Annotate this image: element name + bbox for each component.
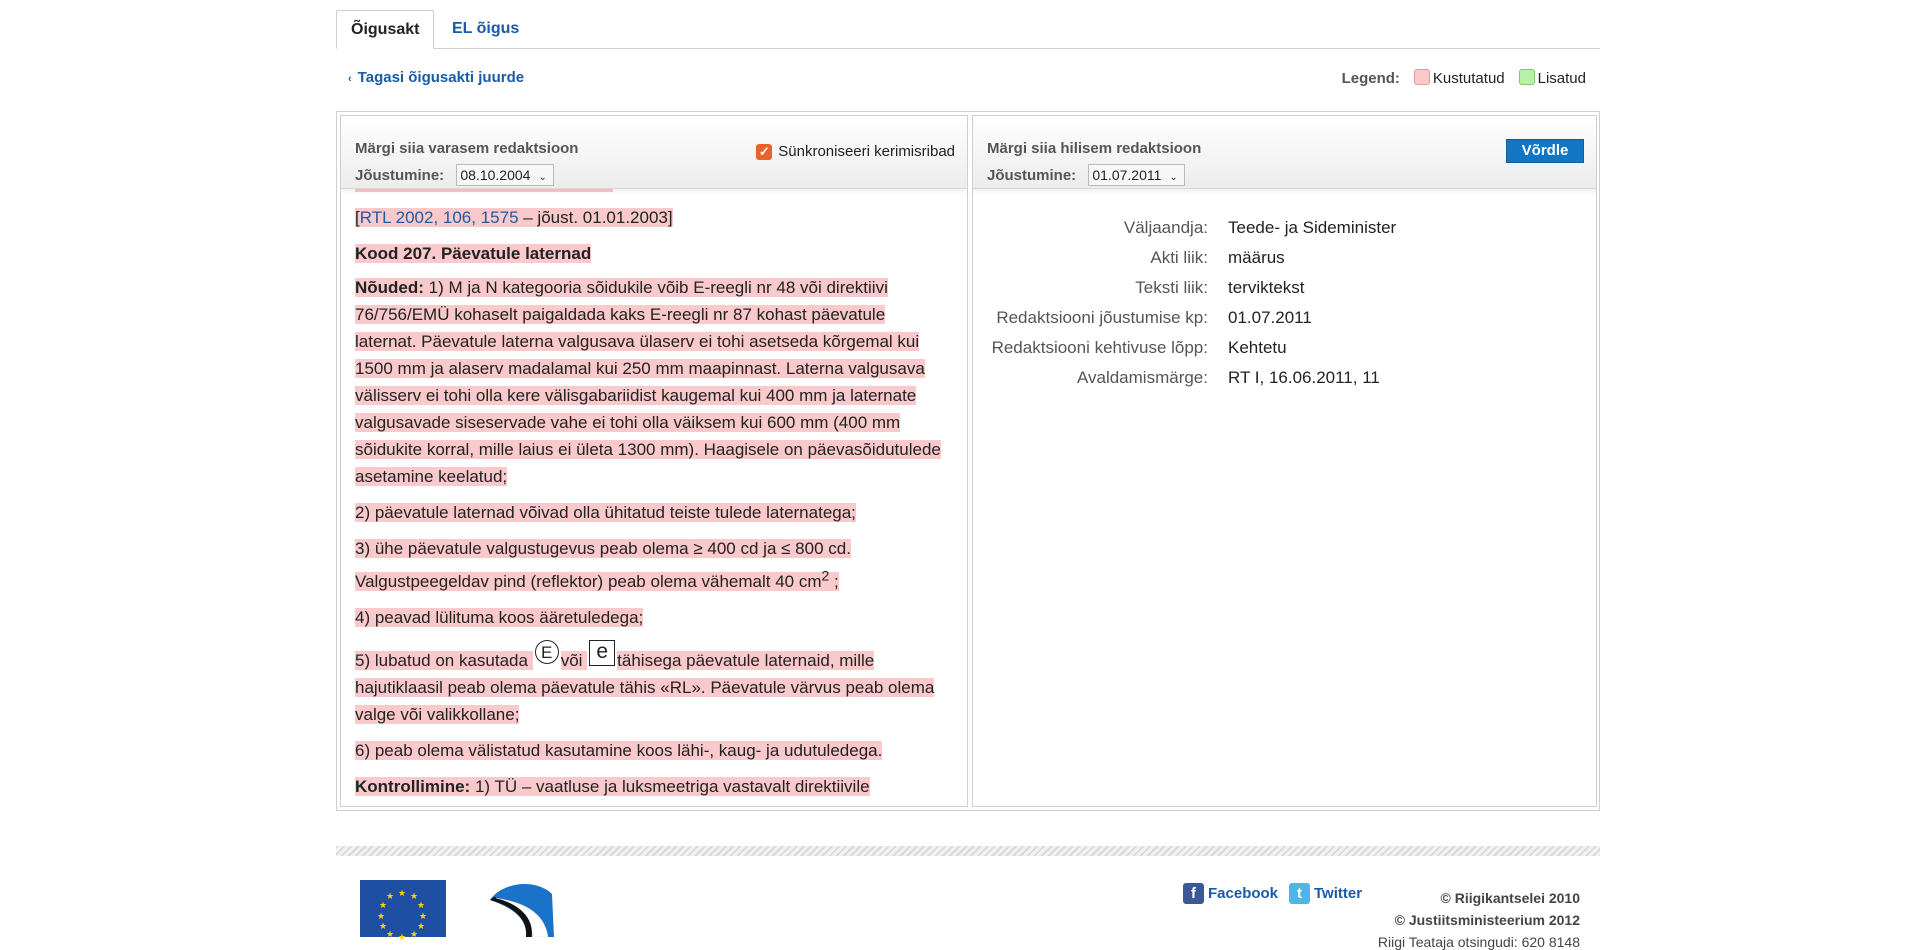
item-5-tail: tähisega päevatule laternaid, mille hajutiklaasil peab olema päevatule tähis «RL». Päevatule värvus peab olema valge või valikkollane; [355, 650, 935, 724]
added-swatch-icon [1519, 69, 1535, 85]
left-pane[interactable] [340, 115, 968, 807]
star-icon: ★ [379, 921, 388, 931]
right-pane-title: Märgi siia hilisem redaktsioon [987, 140, 1202, 157]
chevron-left-icon: ‹ [348, 73, 352, 85]
right-date-select[interactable] [1088, 164, 1184, 186]
control-text: 1) TÜ – vaatluse ja luksmeetriga vastavalt direktiivile [470, 776, 870, 796]
item-3-text: 3) ühe päevatule valgustugevus peab olema ≥ 400 cd ja ≤ 800 cd. Valgustpeegeldav pind (reflektor) peab olema vähemalt 40 cm [355, 539, 851, 591]
facebook-label: Facebook [1208, 885, 1279, 902]
back-link-label: Tagasi õigusakti juurde [357, 69, 525, 86]
deleted-swatch-icon [1414, 69, 1430, 85]
legend-added-label: Lisatud [1537, 70, 1586, 87]
compare-frame [336, 111, 1600, 811]
back-to-act-link[interactable] [348, 69, 524, 86]
facebook-link[interactable] [1183, 883, 1278, 904]
reference-line [355, 204, 945, 231]
meta-value: terviktekst [1228, 278, 1305, 297]
right-pane-header [973, 116, 1596, 189]
right-date-label: Jõustumine: [987, 167, 1077, 184]
item-6-text: 6) peab olema välistatud kasutamine koos lähi-, kaug- ja udutuledega. [355, 740, 883, 760]
meta-row [973, 308, 1573, 338]
twitter-link[interactable] [1289, 883, 1362, 904]
item-2 [355, 499, 945, 526]
meta-key: Teksti liik: [1135, 278, 1208, 297]
tab-bar [336, 10, 1600, 49]
tab-el-oigus[interactable]: EL õigus [452, 20, 520, 37]
meta-key: Redaktsiooni kehtivuse lõpp: [991, 338, 1208, 357]
right-date-row [987, 164, 1185, 186]
meta-row [973, 278, 1573, 308]
estonia-logo [484, 880, 558, 937]
e-mark-box-icon: e [589, 640, 615, 666]
item-3-tail: ; [829, 571, 839, 591]
requirements-label: Nõuded: [355, 278, 424, 297]
star-icon: ★ [417, 921, 426, 931]
ref-rest: – jõust. 01.01.2003] [518, 208, 673, 227]
meta-key: Väljaandja: [1123, 218, 1208, 237]
left-date-row [355, 164, 554, 186]
ref-link[interactable]: RTL 2002, 106, 1575 [359, 208, 519, 227]
item-3 [355, 535, 945, 595]
left-date-label: Jõustumine: [355, 167, 445, 184]
section-heading-text: Kood 207. Päevatule laternad [355, 244, 592, 263]
sync-label: Sünkroniseeri kerimisribad [778, 143, 955, 160]
left-pane-content [355, 204, 945, 807]
control-label: Kontrollimine: [355, 776, 471, 796]
item-4 [355, 604, 945, 631]
item-5-mid: või [560, 650, 588, 670]
meta-key: Avaldamismärge: [1076, 368, 1208, 387]
right-date-value: 01.07.2011 [1092, 167, 1162, 183]
star-icon: ★ [379, 900, 388, 910]
act-metadata [973, 218, 1573, 398]
legend [1342, 69, 1586, 87]
item-5-text: 5) lubatud on kasutada [355, 650, 533, 670]
ref-open: [ [355, 208, 360, 227]
left-date-select[interactable] [456, 164, 553, 186]
meta-value: RT I, 16.06.2011, 11 [1228, 368, 1380, 387]
star-icon: ★ [398, 888, 407, 898]
left-pane-header [341, 116, 967, 189]
footer-divider [336, 846, 1600, 856]
meta-value: Kehtetu [1228, 338, 1287, 357]
eu-flag-logo [360, 880, 446, 942]
twitter-label: Twitter [1314, 885, 1363, 902]
star-icon: ★ [419, 911, 428, 921]
meta-row [973, 248, 1573, 278]
star-icon: ★ [377, 911, 386, 921]
legend-added [1519, 69, 1586, 87]
legend-deleted-label: Kustutatud [1432, 70, 1505, 87]
control-paragraph [355, 773, 945, 800]
item-6 [355, 737, 945, 764]
meta-row [973, 338, 1573, 368]
meta-value: Teede- ja Sideminister [1228, 218, 1397, 237]
item-3-superscript: 2 [821, 567, 830, 583]
legend-deleted [1414, 69, 1505, 87]
item-4-text: 4) peavad lülituma koos ääretuledega; [355, 607, 644, 627]
meta-row [973, 368, 1573, 398]
star-icon: ★ [410, 891, 419, 901]
twitter-icon: t [1289, 883, 1310, 904]
copyright-riigikantselei: © Riigikantselei 2010 [1440, 890, 1580, 906]
left-date-value: 08.10.2004 [460, 167, 531, 183]
facebook-icon: f [1183, 883, 1204, 904]
star-icon: ★ [386, 891, 395, 901]
checkbox-checked-icon[interactable]: ✓ [756, 144, 772, 160]
star-icon: ★ [410, 929, 419, 939]
right-pane[interactable] [972, 115, 1597, 807]
meta-value: määrus [1228, 248, 1285, 267]
item-2-text: 2) päevatule laternad võivad olla ühitatud teiste tulede laternatega; [355, 503, 856, 522]
sync-scrollbars-toggle[interactable] [756, 143, 955, 160]
footer-contact: Riigi Teataja otsingudi: 620 8148 [1377, 934, 1580, 950]
requirements-paragraph [355, 274, 945, 490]
chevron-down-icon: ⌄ [538, 172, 547, 183]
item-5 [355, 640, 945, 728]
meta-row [973, 218, 1573, 248]
requirements-text: 1) M ja N kategooria sõidukile võib E-reegli nr 48 või direktiivi 76/756/EMÜ kohaselt paigaldada kaks E-reegli nr 87 kohast päevatule laternat. Päevatule laterna valgusava ülaserv ei tohi asetseda kõrgemal kui 1500 mm ja alaserv madalamal kui 250 mm maapinnast. Laterna valgusava välisserv ei tohi olla kere välisgabariidist kaugemal kui 400 mm ja laternate valgusavade siseservade vahe ei tohi olla väiksem kui 600 mm (400 mm sõidukite korral, mille laius ei ületa 1300 mm). Haagisele on päevasõidutulede asetamine keelatud; [355, 278, 941, 486]
compare-button[interactable]: Võrdle [1506, 139, 1584, 163]
meta-value: 01.07.2011 [1228, 308, 1312, 327]
legend-label: Legend: [1341, 69, 1400, 87]
e-mark-circle-icon: E [535, 640, 559, 664]
copyright-justiitsministeerium: © Justiitsministeerium 2012 [1394, 912, 1580, 928]
star-icon: ★ [386, 929, 395, 939]
star-icon: ★ [398, 932, 407, 942]
tab-oigusakt[interactable]: Õigusakt [336, 10, 434, 49]
chevron-down-icon: ⌄ [1169, 172, 1178, 183]
meta-key: Akti liik: [1150, 248, 1208, 267]
meta-key: Redaktsiooni jõustumise kp: [996, 308, 1208, 327]
section-heading [355, 240, 945, 267]
left-pane-title: Märgi siia varasem redaktsioon [355, 140, 579, 157]
star-icon: ★ [417, 900, 426, 910]
